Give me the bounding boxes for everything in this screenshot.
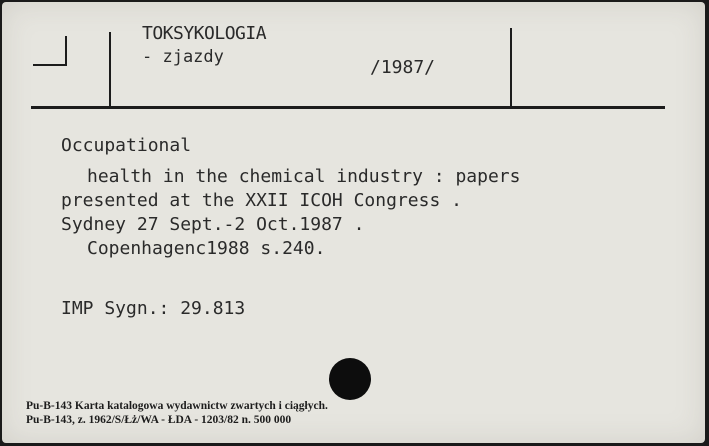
entry-line-1: Occupational: [61, 135, 192, 156]
corner-mark-horizontal: [33, 64, 67, 66]
header-divider-left: [109, 32, 111, 108]
entry-line-4: Sydney 27 Sept.-2 Oct.1987 .: [61, 214, 365, 235]
subject-heading: TOKSYKOLOGIA: [142, 23, 267, 44]
header-rule: [31, 106, 665, 109]
header-divider-right: [510, 28, 512, 108]
punch-hole: [329, 358, 371, 400]
subject-subheading: - zjazdy: [142, 47, 224, 67]
subject-year: /1987/: [370, 57, 436, 78]
footer-line-2: Pu-B-143, z. 1962/S/Łż/WA - ŁDA - 1203/82 n. 500 000: [26, 414, 292, 426]
entry-line-3: presented at the XXII ICOH Congress .: [61, 190, 462, 211]
footer-line-1: Pu-B-143 Karta katalogowa wydawnictw zwartych i ciągłych.: [26, 400, 328, 412]
catalog-card: [2, 2, 705, 443]
entry-line-2: health in the chemical industry : papers: [87, 166, 521, 187]
corner-mark-vertical: [65, 36, 67, 66]
entry-line-5: Copenhagenc1988 s.240.: [87, 238, 326, 259]
call-number: IMP Sygn.: 29.813: [61, 298, 246, 319]
